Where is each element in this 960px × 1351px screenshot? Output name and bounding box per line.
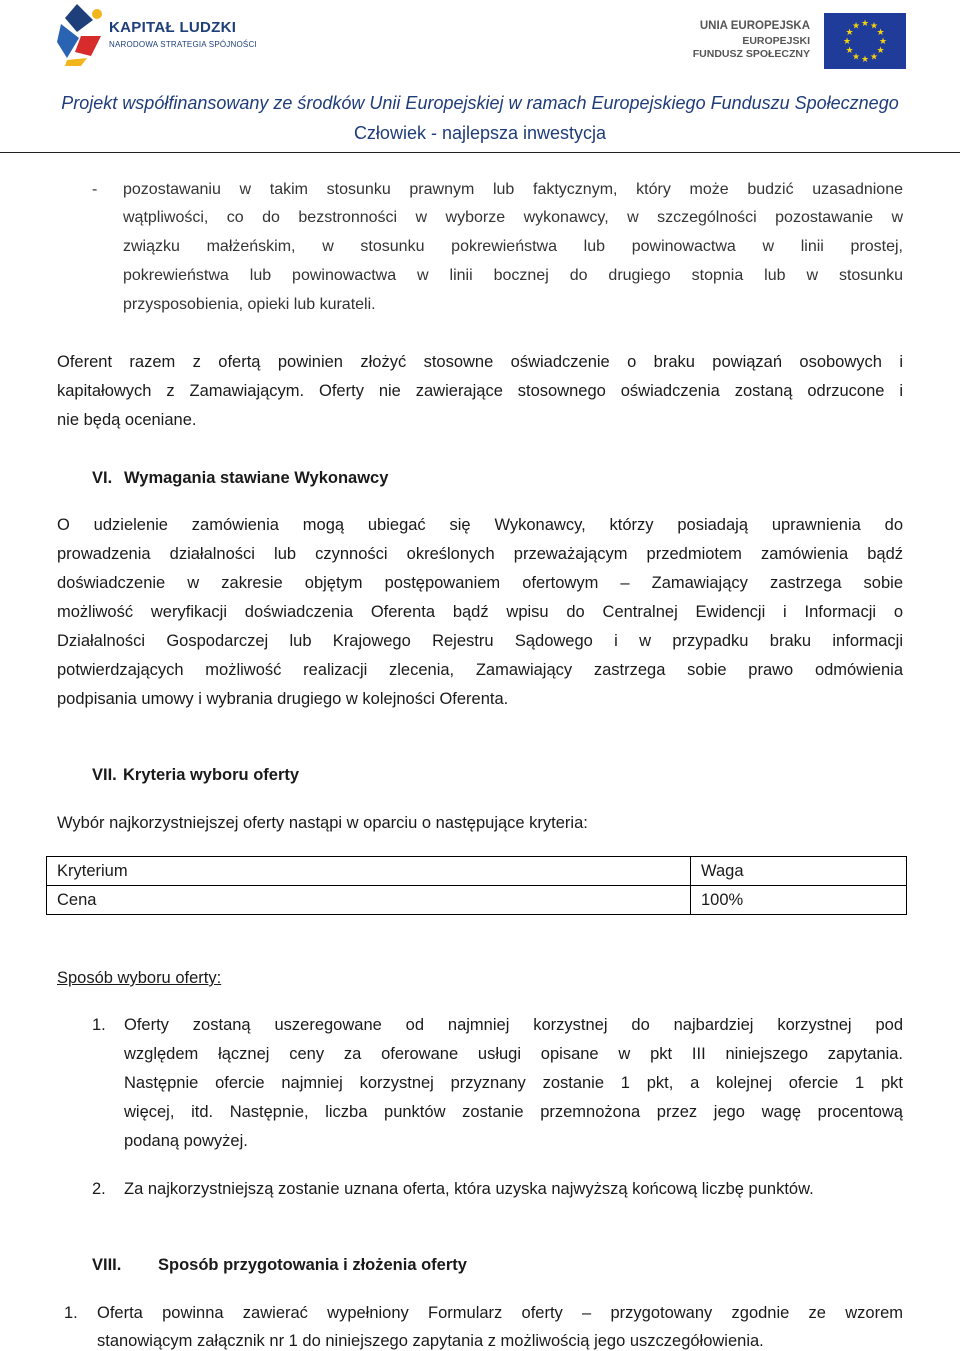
table-header-cell: Waga [691,857,907,886]
kapital-ludzki-emblem-icon [57,2,107,66]
svg-text:★: ★ [851,52,861,63]
eu-logo-line3: FUNDUSZ SPOŁECZNY [692,48,810,60]
oferent-paragraph-line: Oferent razem z ofertą powinien złożyć stosowne oświadczenie o braku powiązań osobowych i [57,353,903,371]
list-item-number: 2. [92,1180,106,1198]
section-6-line: możliwość weryfikacji doświadczenia Oferenta bądź wpisu do Centralnej Ewidencji i Informacji o [57,603,903,621]
list-item-line: Za najkorzystniejszą zostanie uznana oferta, która uzyska najwyższą końcową liczbę punktów. [124,1180,814,1198]
method-title: Sposób wyboru oferty: [57,969,222,987]
bullet-line: wątpliwości, co do bezstronności w wyborze wykonawcy, w szczególności pozostawanie w [123,209,903,226]
header-divider [0,152,960,153]
list-item-number: 1. [64,1304,78,1322]
section-6-number: VI. [92,469,113,487]
svg-text:★: ★ [860,19,870,29]
oferent-paragraph-line: kapitałowych z Zamawiającym. Oferty nie zawierające stosownego oświadczenia zostaną odrzucone i [57,382,903,400]
kapital-ludzki-logo [55,0,265,68]
list-item-line: Oferta powinna zawierać wypełniony Formularz oferty – przygotowany zgodnie ze wzorem [97,1304,903,1322]
list-item-line: podaną powyżej. [124,1132,248,1150]
eu-logo-line2: EUROPEJSKI [742,35,810,47]
bullet-line: pozostawaniu w takim stosunku prawnym lub faktycznym, który może budzić uzasadnione [123,181,903,198]
bullet-marker: - [92,181,98,198]
section-6-line: doświadczenie w zakresie objętym postępowaniem ofertowym – Zamawiający zastrzega sobie [57,574,903,592]
list-item-line: Następnie ofercie najmniej korzystnej przyznany zostanie 1 pkt, a kolejnej ofercie 1 pkt [124,1074,903,1092]
section-8-title: Sposób przygotowania i złożenia oferty [158,1256,467,1274]
section-6-line: prowadzenia działalności lub czynności określonych przeważającym przedmiotem zamówienia bądź [57,545,903,563]
bullet-line: przysposobienia, opieki lub kurateli. [123,296,376,313]
oferent-paragraph-line: nie będą oceniane. [57,411,197,429]
svg-text:★: ★ [876,46,885,56]
svg-text:★: ★ [876,28,885,38]
table-row [47,886,907,915]
table-cell: 100% [691,886,907,915]
section-6-line: O udzielenie zamówienia mogą ubiegać się Wykonawcy, którzy posiadają uprawnienia do [57,516,903,534]
svg-text:★: ★ [842,37,852,47]
table-cell: Cena [47,886,691,915]
section-6-line: Działalności Gospodarczej lub Krajowego Rejestru Sądowego i w przypadku braku informacji [57,632,903,650]
eu-efs-logo [690,10,906,70]
svg-text:★: ★ [851,21,861,32]
section-7-number: VII. [92,766,117,784]
svg-text:★: ★ [845,28,854,38]
bullet-line: pokrewieństwa lub powinowactwa w linii bocznej do drugiego stopnia lub w stosunku [123,267,903,284]
kapital-ludzki-name: KAPITAŁ LUDZKI [109,19,237,36]
header-project-line: Projekt współfinansowany ze środków Unii Europejskiej w ramach Europejskiego Funduszu Społecznego [61,93,899,113]
kapital-ludzki-subtitle: NARODOWA STRATEGIA SPÓJNOŚCI [109,40,257,49]
section-7-title: Kryteria wyboru oferty [123,766,300,784]
section-6-title: Wymagania stawiane Wykonawcy [124,469,389,487]
bullet-line: związku małżeńskim, w stosunku pokrewieństwa lub powinowactwa w linii prostej, [123,238,903,255]
list-item-number: 1. [92,1016,106,1034]
section-6-line: potwierdzających możliwość realizacji zlecenia, Zamawiający zastrzega sobie prawo odmówienia [57,661,903,679]
svg-text:★: ★ [845,46,854,56]
svg-text:★: ★ [878,37,888,47]
list-item-line: względem łącznej ceny za oferowane usługi opisane w pkt III niniejszego zapytania. [124,1045,903,1063]
list-item-line: więcej, itd. Następnie, liczba punktów zostanie przemnożona przez jego wagę procentową [124,1103,903,1121]
svg-text:★: ★ [869,21,879,32]
section-7-intro: Wybór najkorzystniejszej oferty nastąpi w oparciu o następujące kryteria: [57,814,588,832]
section-6-line: podpisania umowy i wybrania drugiego w kolejności Oferenta. [57,690,509,708]
header-slogan-line: Człowiek - najlepsza inwestycja [353,123,607,143]
table-header-cell: Kryterium [47,857,691,886]
svg-text:★: ★ [869,52,879,63]
eu-flag-icon [824,13,906,69]
criteria-table [46,856,907,915]
section-8-number: VIII. [92,1256,122,1274]
table-header-row [47,857,907,886]
list-item-line: stanowiącym załącznik nr 1 do niniejszego zapytania z możliwością jego uszczegółowienia. [97,1332,764,1350]
svg-text:★: ★ [860,55,870,65]
eu-logo-line1: UNIA EUROPEJSKA [699,20,810,32]
list-item-line: Oferty zostaną uszeregowane od najmniej korzystnej do najbardziej korzystnej pod [124,1016,903,1034]
